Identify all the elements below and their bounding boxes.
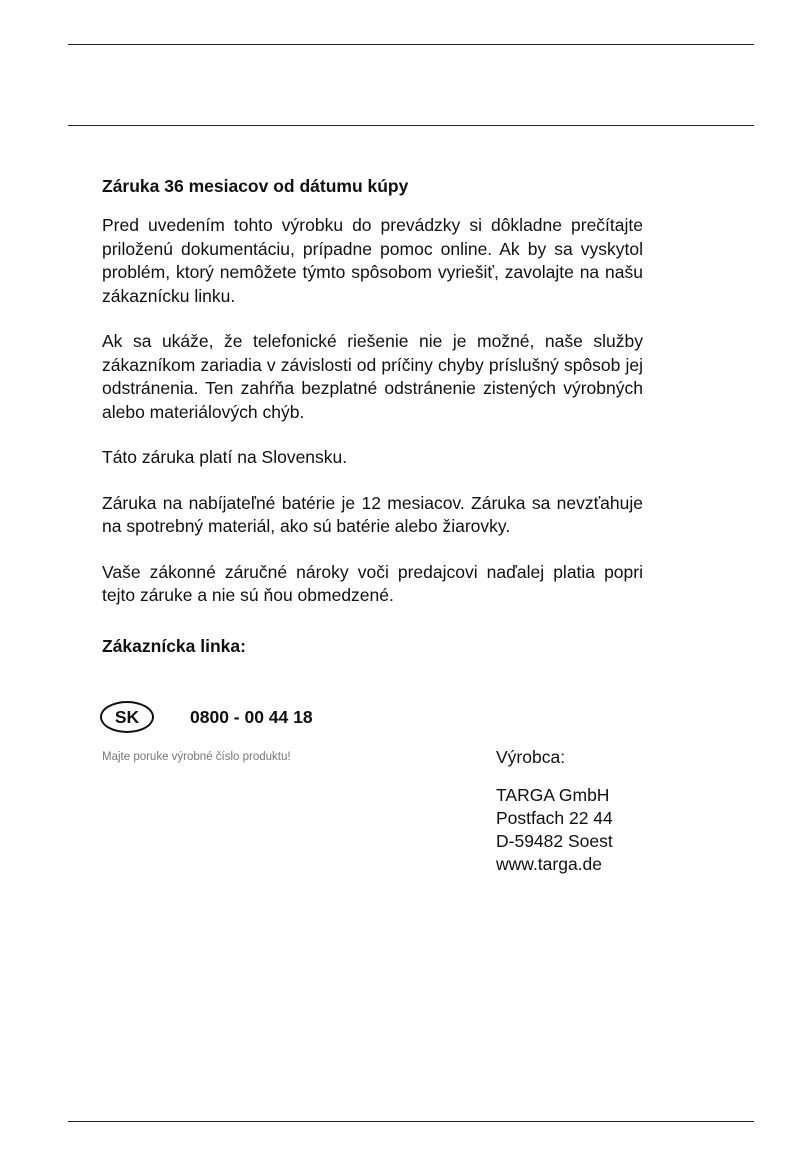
manufacturer-label: Výrobca: (496, 747, 566, 767)
header-rule-top (68, 44, 754, 45)
header-rule-bottom (68, 125, 754, 126)
paragraph-region: Táto záruka platí na Slovensku. (102, 447, 348, 467)
manufacturer-po-box: Postfach 22 44 (496, 808, 613, 828)
warranty-content (102, 170, 643, 662)
hotline-title: Zákaznícka linka: (102, 635, 246, 656)
section-title: Záruka 36 mesiacov od dátumu kúpy (102, 176, 409, 196)
hotline-phone: 0800 - 00 44 18 (190, 706, 313, 727)
manufacturer-website: www.targa.de (496, 854, 603, 874)
paragraph-intro: Pred uvedením tohto výrobku do prevádzky si dôkladne prečítajte priloženú dokumentáciu, prípadne pomoc online. Ak by sa vyskytol problém, ktorý nemôžete týmto spôsobom vyriešiť, zavolajte na našu zákaznícku linku. (102, 215, 643, 306)
paragraph-legal: Vaše zákonné záručné nároky voči predajcovi naďalej platia popri tejto záruke a nie sú ňou obmedzené. (102, 561, 643, 605)
paragraph-service: Ak sa ukáže, že telefonické riešenie nie je možné, naše služby zákazníkom zariadia v závislosti od príčiny chyby príslušný spôsob jej odstránenia. Ten zahŕňa bezplatné odstránenie zistených výrobných alebo materiálových chýb. (102, 331, 643, 422)
country-badge: SK (100, 701, 154, 733)
serial-number-note: Majte poruke výrobné číslo produktu! (102, 751, 291, 763)
manufacturer-name: TARGA GmbH (496, 785, 610, 805)
manufacturer-block (496, 746, 613, 876)
hotline-row (100, 699, 313, 735)
paragraph-batteries: Záruka na nabíjateľné batérie je 12 mesiacov. Záruka sa nevzťahuje na spotrebný materiál, ako sú batérie alebo žiarovky. (102, 492, 643, 536)
manufacturer-city: D-59482 Soest (496, 831, 613, 851)
footer-rule (68, 1121, 754, 1122)
